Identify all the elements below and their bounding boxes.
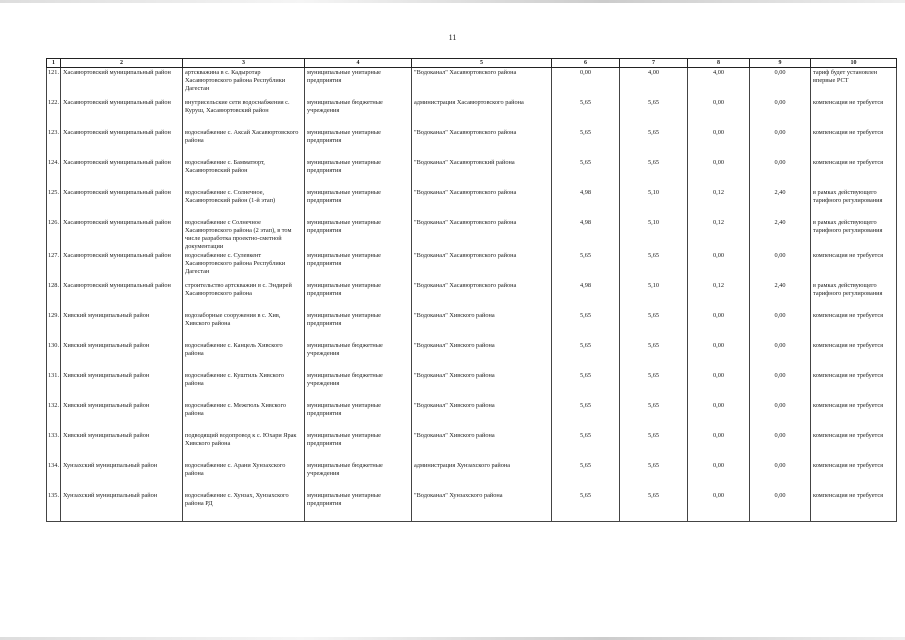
cell-organization-type: муниципальные унитарные предприятия — [305, 251, 412, 281]
cell-organization-type: муниципальные бюджетные учреждения — [305, 371, 412, 401]
table-row — [47, 371, 897, 401]
cell-value-col9: 0,00 — [750, 158, 811, 188]
cell-row-number: 126. — [47, 218, 61, 251]
cell-value-col6: 5,65 — [552, 461, 620, 491]
table-row — [47, 188, 897, 218]
cell-row-number: 125. — [47, 188, 61, 218]
cell-note: в рамках действующего тарифного регулирования — [811, 218, 897, 251]
table-row — [47, 431, 897, 461]
cell-operator: "Водоканал" Хасавюртовского района — [412, 218, 552, 251]
cell-value-col9: 2,40 — [750, 281, 811, 311]
cell-organization-type: муниципальные бюджетные учреждения — [305, 341, 412, 371]
cell-operator: "Водоканал" Хивского района — [412, 431, 552, 461]
cell-value-col7: 5,65 — [620, 98, 688, 128]
cell-value-col8: 0,00 — [688, 98, 750, 128]
cell-value-col9: 0,00 — [750, 371, 811, 401]
table-row — [47, 158, 897, 188]
cell-value-col6: 5,65 — [552, 311, 620, 341]
cell-value-col8: 0,00 — [688, 401, 750, 431]
cell-value-col8: 0,00 — [688, 461, 750, 491]
cell-row-number: 123. — [47, 128, 61, 158]
cell-operator: администрация Хасавюртовского района — [412, 98, 552, 128]
cell-municipality: Хивский муниципальный район — [61, 341, 183, 371]
cell-note: компенсация не требуется — [811, 311, 897, 341]
cell-value-col9: 0,00 — [750, 461, 811, 491]
cell-operator: администрация Хунзахского района — [412, 461, 552, 491]
cell-organization-type: муниципальные унитарные предприятия — [305, 218, 412, 251]
cell-value-col8: 0,00 — [688, 491, 750, 522]
cell-operator: "Водоканал" Хунзахского района — [412, 491, 552, 522]
header-row — [47, 59, 897, 68]
cell-value-col7: 5,10 — [620, 218, 688, 251]
cell-value-col9: 0,00 — [750, 401, 811, 431]
cell-row-number: 130. — [47, 341, 61, 371]
cell-value-col9: 2,40 — [750, 188, 811, 218]
cell-value-col9: 0,00 — [750, 491, 811, 522]
cell-value-col7: 5,65 — [620, 311, 688, 341]
cell-organization-type: муниципальные унитарные предприятия — [305, 401, 412, 431]
table-row — [47, 128, 897, 158]
cell-value-col9: 0,00 — [750, 311, 811, 341]
cell-row-number: 133. — [47, 431, 61, 461]
cell-value-col7: 5,65 — [620, 491, 688, 522]
cell-organization-type: муниципальные унитарные предприятия — [305, 491, 412, 522]
table-row — [47, 401, 897, 431]
cell-row-number: 135. — [47, 491, 61, 522]
cell-value-col6: 5,65 — [552, 431, 620, 461]
cell-value-col7: 5,65 — [620, 461, 688, 491]
cell-operator: "Водоканал" Хасавюртовский района — [412, 158, 552, 188]
cell-object-name: водоснабжение с. Бамматюрт, Хасавюртовский район — [183, 158, 305, 188]
cell-municipality: Хивский муниципальный район — [61, 311, 183, 341]
cell-organization-type: муниципальные бюджетные учреждения — [305, 461, 412, 491]
cell-object-name: водоснабжение с. Куштиль Хивского района — [183, 371, 305, 401]
cell-value-col8: 0,00 — [688, 341, 750, 371]
column-header: 1 — [47, 59, 61, 68]
table-row — [47, 311, 897, 341]
cell-municipality: Хивский муниципальный район — [61, 431, 183, 461]
cell-value-col8: 0,00 — [688, 158, 750, 188]
cell-municipality: Хасавюртовский муниципальный район — [61, 158, 183, 188]
cell-note: компенсация не требуется — [811, 431, 897, 461]
cell-note: компенсация не требуется — [811, 371, 897, 401]
cell-value-col8: 0,00 — [688, 128, 750, 158]
cell-value-col7: 5,65 — [620, 341, 688, 371]
cell-value-col8: 0,00 — [688, 251, 750, 281]
cell-municipality: Хивский муниципальный район — [61, 401, 183, 431]
scan-edge-top — [0, 0, 905, 3]
cell-object-name: водоснабжение с Солнечное Хасавюртовского района (2 этап), в том числе разработка проектно-сметной документации — [183, 218, 305, 251]
cell-municipality: Хивский муниципальный район — [61, 371, 183, 401]
cell-value-col9: 0,00 — [750, 128, 811, 158]
cell-value-col9: 0,00 — [750, 68, 811, 99]
cell-row-number: 129. — [47, 311, 61, 341]
cell-value-col6: 5,65 — [552, 128, 620, 158]
cell-municipality: Хунзахский муниципальный район — [61, 491, 183, 522]
cell-municipality: Хасавюртовский муниципальный район — [61, 188, 183, 218]
cell-note: компенсация не требуется — [811, 341, 897, 371]
cell-operator: "Водоканал" Хасавюртовского района — [412, 251, 552, 281]
cell-municipality: Хунзахский муниципальный район — [61, 461, 183, 491]
cell-value-col6: 5,65 — [552, 491, 620, 522]
column-header: 4 — [305, 59, 412, 68]
cell-value-col9: 0,00 — [750, 251, 811, 281]
cell-municipality: Хасавюртовский муниципальный район — [61, 281, 183, 311]
cell-value-col6: 5,65 — [552, 158, 620, 188]
cell-value-col6: 5,65 — [552, 98, 620, 128]
cell-value-col8: 0,12 — [688, 218, 750, 251]
page-number: 11 — [448, 33, 457, 42]
cell-organization-type: муниципальные унитарные предприятия — [305, 158, 412, 188]
cell-organization-type: муниципальные бюджетные учреждения — [305, 98, 412, 128]
cell-organization-type: муниципальные унитарные предприятия — [305, 128, 412, 158]
cell-organization-type: муниципальные унитарные предприятия — [305, 311, 412, 341]
cell-value-col7: 5,10 — [620, 281, 688, 311]
cell-municipality: Хасавюртовский муниципальный район — [61, 98, 183, 128]
data-table — [46, 58, 897, 522]
column-header: 6 — [552, 59, 620, 68]
cell-organization-type: муниципальные унитарные предприятия — [305, 68, 412, 99]
cell-row-number: 127. — [47, 251, 61, 281]
cell-value-col8: 0,12 — [688, 281, 750, 311]
cell-object-name: водоснабжение с. Канцель Хивского района — [183, 341, 305, 371]
cell-municipality: Хасавюртовский муниципальный район — [61, 128, 183, 158]
cell-note: компенсация не требуется — [811, 491, 897, 522]
cell-row-number: 131. — [47, 371, 61, 401]
cell-row-number: 122. — [47, 98, 61, 128]
cell-object-name: водоснабжение с. Межгюль Хивского района — [183, 401, 305, 431]
cell-value-col9: 0,00 — [750, 98, 811, 128]
cell-operator: "Водоканал" Хасавюртовского района — [412, 281, 552, 311]
table-row — [47, 341, 897, 371]
cell-operator: "Водоканал" Хивского района — [412, 311, 552, 341]
cell-object-name: артскважина в с. Кадыротар Хасавюртовского района Республики Дагестан — [183, 68, 305, 99]
column-header: 8 — [688, 59, 750, 68]
cell-note: компенсация не требуется — [811, 128, 897, 158]
table-row — [47, 461, 897, 491]
table-row — [47, 98, 897, 128]
cell-note: компенсация не требуется — [811, 461, 897, 491]
cell-note: компенсация не требуется — [811, 401, 897, 431]
cell-value-col6: 5,65 — [552, 251, 620, 281]
cell-value-col7: 5,65 — [620, 128, 688, 158]
cell-value-col6: 5,65 — [552, 401, 620, 431]
cell-value-col7: 5,65 — [620, 158, 688, 188]
column-header: 9 — [750, 59, 811, 68]
cell-organization-type: муниципальные унитарные предприятия — [305, 431, 412, 461]
cell-value-col9: 0,00 — [750, 431, 811, 461]
cell-organization-type: муниципальные унитарные предприятия — [305, 188, 412, 218]
cell-value-col6: 4,98 — [552, 281, 620, 311]
cell-object-name: водоснабжение с. Хунзах, Хунзахского района РД — [183, 491, 305, 522]
cell-note: тариф будет установлен впервые РСТ — [811, 68, 897, 99]
cell-operator: "Водоканал" Хивского района — [412, 341, 552, 371]
column-header: 5 — [412, 59, 552, 68]
cell-row-number: 121. — [47, 68, 61, 99]
cell-row-number: 132. — [47, 401, 61, 431]
cell-value-col7: 5,10 — [620, 188, 688, 218]
table-row — [47, 251, 897, 281]
cell-value-col7: 5,65 — [620, 431, 688, 461]
cell-operator: "Водоканал" Хасавюртовского района — [412, 128, 552, 158]
cell-value-col7: 4,00 — [620, 68, 688, 99]
cell-operator: "Водоканал" Хивского района — [412, 401, 552, 431]
cell-value-col8: 0,12 — [688, 188, 750, 218]
cell-note: компенсация не требуется — [811, 251, 897, 281]
cell-municipality: Хасавюртовский муниципальный район — [61, 251, 183, 281]
table-row — [47, 281, 897, 311]
column-header: 7 — [620, 59, 688, 68]
cell-object-name: подводящий водопровод к с. Юхари Ярак Хивского района — [183, 431, 305, 461]
cell-object-name: строительство артскважин в с. Эндирей Хасавюртовского района — [183, 281, 305, 311]
cell-note: компенсация не требуется — [811, 98, 897, 128]
cell-value-col8: 0,00 — [688, 371, 750, 401]
column-header: 2 — [61, 59, 183, 68]
cell-value-col7: 5,65 — [620, 251, 688, 281]
cell-note: в рамках действующего тарифного регулирования — [811, 281, 897, 311]
cell-value-col8: 4,00 — [688, 68, 750, 99]
cell-object-name: водозаборные сооружения в с. Хив, Хивского района — [183, 311, 305, 341]
cell-value-col8: 0,00 — [688, 311, 750, 341]
cell-value-col6: 5,65 — [552, 341, 620, 371]
cell-value-col6: 5,65 — [552, 371, 620, 401]
cell-row-number: 124. — [47, 158, 61, 188]
cell-object-name: водоснабжение с. Аксай Хасавюртовского района — [183, 128, 305, 158]
table-row — [47, 218, 897, 251]
cell-object-name: водоснабжение с. Сулевкент Хасавюртовского района Республики Дагестан — [183, 251, 305, 281]
cell-value-col9: 2,40 — [750, 218, 811, 251]
cell-value-col6: 4,98 — [552, 218, 620, 251]
cell-object-name: водоснабжение с. Арани Хунзахского района — [183, 461, 305, 491]
column-header: 10 — [811, 59, 897, 68]
table-row — [47, 68, 897, 99]
column-header: 3 — [183, 59, 305, 68]
cell-object-name: внутрисельские сети водоснабжения с. Куруш, Хасавюртовский район — [183, 98, 305, 128]
cell-row-number: 128. — [47, 281, 61, 311]
cell-note: компенсация не требуется — [811, 158, 897, 188]
cell-municipality: Хасавюртовский муниципальный район — [61, 68, 183, 99]
cell-note: в рамках действующего тарифного регулирования — [811, 188, 897, 218]
table-body — [47, 68, 897, 522]
table-row — [47, 491, 897, 522]
cell-value-col6: 0,00 — [552, 68, 620, 99]
cell-value-col8: 0,00 — [688, 431, 750, 461]
cell-row-number: 134. — [47, 461, 61, 491]
cell-value-col9: 0,00 — [750, 341, 811, 371]
cell-operator: "Водоканал" Хасавюртовского района — [412, 188, 552, 218]
cell-organization-type: муниципальные унитарные предприятия — [305, 281, 412, 311]
cell-value-col7: 5,65 — [620, 401, 688, 431]
cell-municipality: Хасавюртовский муниципальный район — [61, 218, 183, 251]
cell-value-col7: 5,65 — [620, 371, 688, 401]
cell-operator: "Водоканал" Хасавюртовского района — [412, 68, 552, 99]
cell-operator: "Водоканал" Хивского района — [412, 371, 552, 401]
cell-value-col6: 4,98 — [552, 188, 620, 218]
cell-object-name: водоснабжение с. Солнечное, Хасавюртовский район (1-й этап) — [183, 188, 305, 218]
